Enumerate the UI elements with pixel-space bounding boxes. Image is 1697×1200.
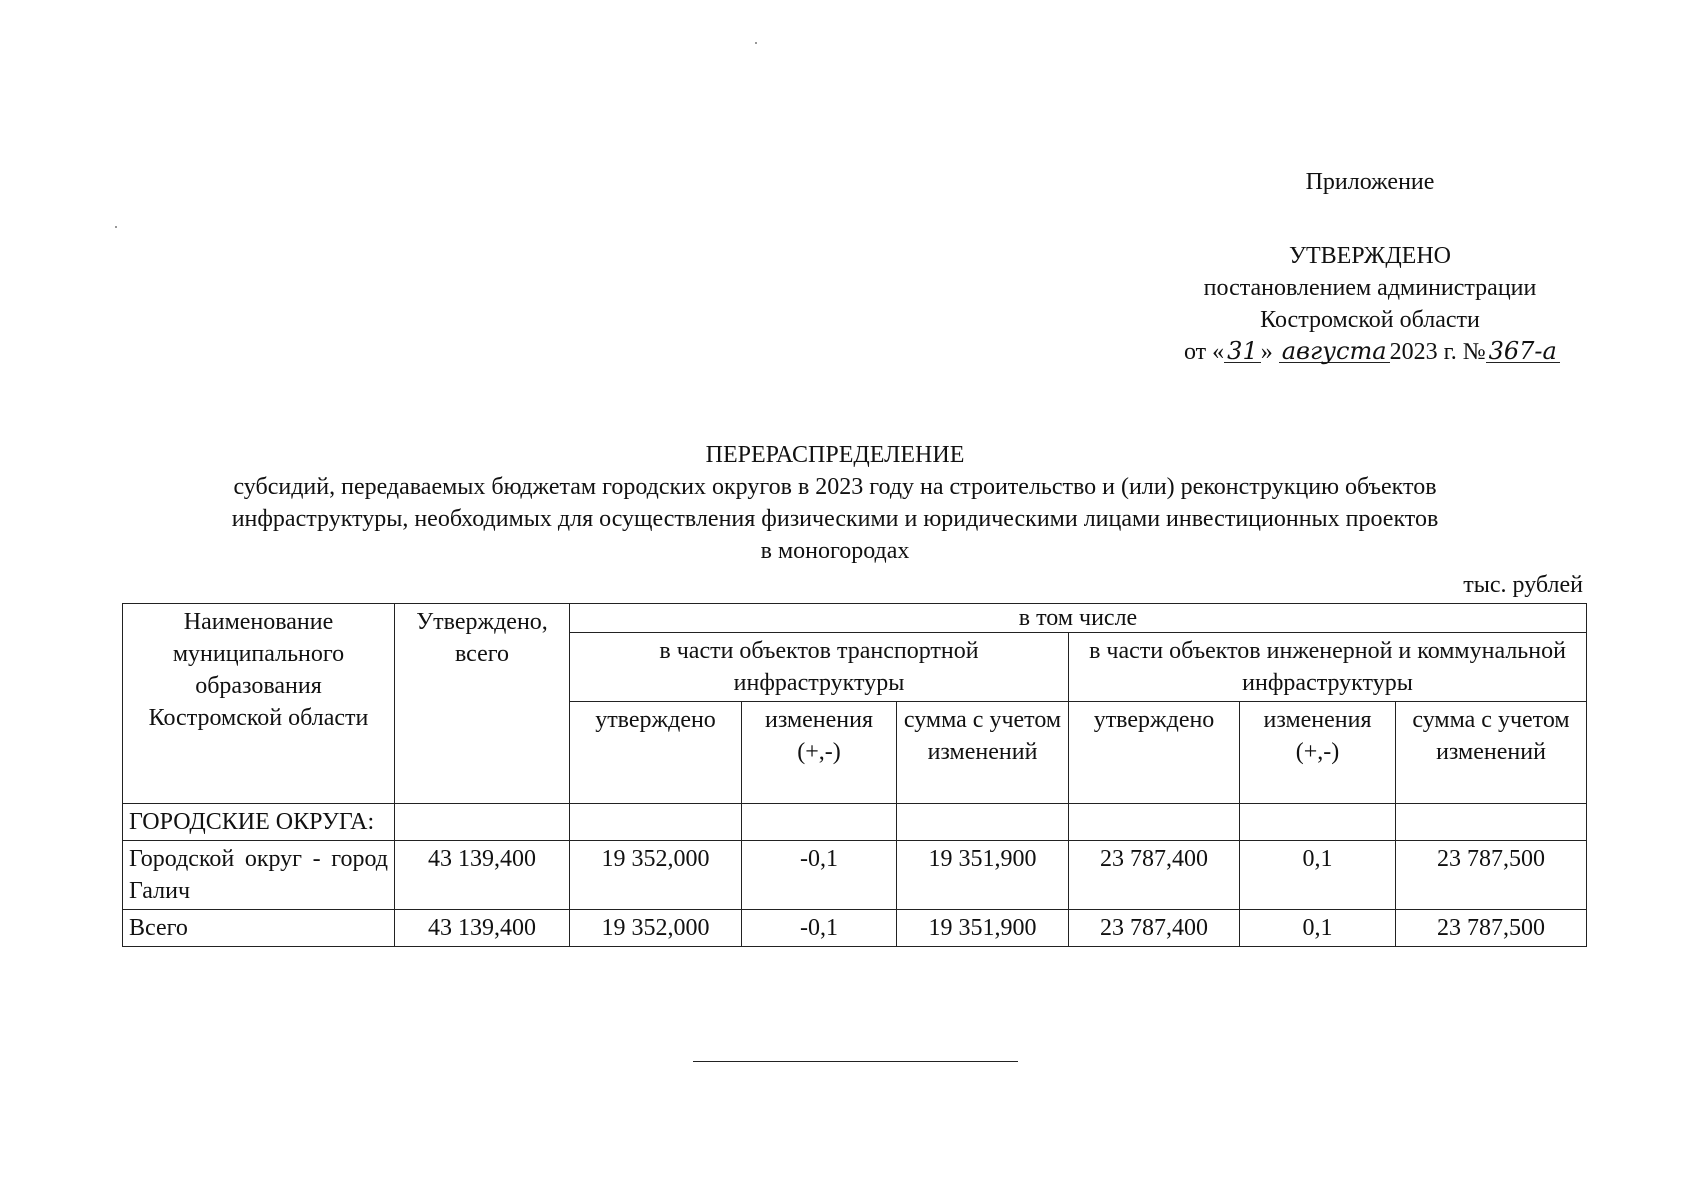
cell-engineering-changes: 0,1 — [1240, 910, 1396, 947]
approval-date-line — [1140, 336, 1600, 368]
scan-speck — [755, 42, 757, 44]
engineering-changes-header: изменения (+,-) — [1240, 702, 1396, 804]
document-title — [120, 439, 1550, 567]
cell-transport-changes: -0,1 — [742, 841, 897, 910]
engineering-approved-header: утверждено — [1069, 702, 1240, 804]
cell-transport-sum — [897, 804, 1069, 841]
cell-transport-approved — [570, 804, 742, 841]
doc-number-handwritten: 367-а — [1486, 340, 1560, 363]
date-year: 2023 г. № — [1389, 339, 1486, 365]
cell-transport-approved: 19 352,000 — [570, 910, 742, 947]
row-name: Всего — [123, 910, 395, 947]
appendix-label: Приложение — [1305, 169, 1435, 195]
cell-transport-approved: 19 352,000 — [570, 841, 742, 910]
table-row — [123, 804, 1587, 841]
group-transport-header: в части объектов транспортной инфраструктуры — [570, 633, 1069, 702]
units-label: тыс. рублей — [1463, 572, 1583, 598]
date-month-handwritten: августа — [1279, 340, 1390, 363]
cell-total: 43 139,400 — [395, 841, 570, 910]
transport-changes-header: изменения (+,-) — [742, 702, 897, 804]
approved-by-line1: постановлением администрации — [1203, 275, 1537, 301]
col-name-header: Наименование муниципального образования Костромской области — [123, 604, 395, 804]
row-name: ГОРОДСКИЕ ОКРУГА: — [123, 804, 395, 841]
cell-engineering-sum — [1396, 804, 1587, 841]
cell-total: 43 139,400 — [395, 910, 570, 947]
approved-by-line2: Костромской области — [1260, 307, 1480, 333]
cell-transport-sum: 19 351,900 — [897, 910, 1069, 947]
date-mid: » — [1260, 339, 1273, 365]
table-row-total — [123, 910, 1587, 947]
cell-transport-sum: 19 351,900 — [897, 841, 1069, 910]
redistribution-table — [122, 603, 1587, 947]
title-line1: субсидий, передаваемых бюджетам городских округов в 2023 году на строительство и (или) реконструкцию объектов — [233, 474, 1437, 500]
engineering-sum-header: сумма с учетом изменений — [1396, 702, 1587, 804]
date-day-handwritten: 31 — [1224, 340, 1261, 363]
approved-label: УТВЕРЖДЕНО — [1288, 243, 1452, 269]
cell-engineering-sum: 23 787,500 — [1396, 841, 1587, 910]
cell-engineering-approved — [1069, 804, 1240, 841]
transport-approved-header: утверждено — [570, 702, 742, 804]
cell-transport-changes: -0,1 — [742, 910, 897, 947]
col-total-header: Утверждено, всего — [395, 604, 570, 804]
header-row-1 — [123, 604, 1587, 633]
cell-engineering-approved: 23 787,400 — [1069, 910, 1240, 947]
table-row — [123, 841, 1587, 910]
cell-engineering-approved: 23 787,400 — [1069, 841, 1240, 910]
title-line2: инфраструктуры, необходимых для осуществления физическими и юридическими лицами инвестиционных проектов — [231, 506, 1439, 532]
cell-total — [395, 804, 570, 841]
cell-engineering-changes — [1240, 804, 1396, 841]
transport-sum-header: сумма с учетом изменений — [897, 702, 1069, 804]
footer-divider — [693, 1061, 1018, 1062]
cell-transport-changes — [742, 804, 897, 841]
date-prefix: от « — [1184, 339, 1225, 365]
approval-block — [1140, 166, 1600, 368]
col-including-header: в том числе — [570, 604, 1587, 633]
title-line3: в моногородах — [760, 538, 910, 564]
scan-speck — [115, 226, 117, 228]
row-name: Городской округ - город Галич — [123, 841, 395, 910]
cell-engineering-sum: 23 787,500 — [1396, 910, 1587, 947]
group-engineering-header: в части объектов инженерной и коммунальной инфраструктуры — [1069, 633, 1587, 702]
cell-engineering-changes: 0,1 — [1240, 841, 1396, 910]
title-heading: ПЕРЕРАСПРЕДЕЛЕНИЕ — [705, 442, 965, 468]
